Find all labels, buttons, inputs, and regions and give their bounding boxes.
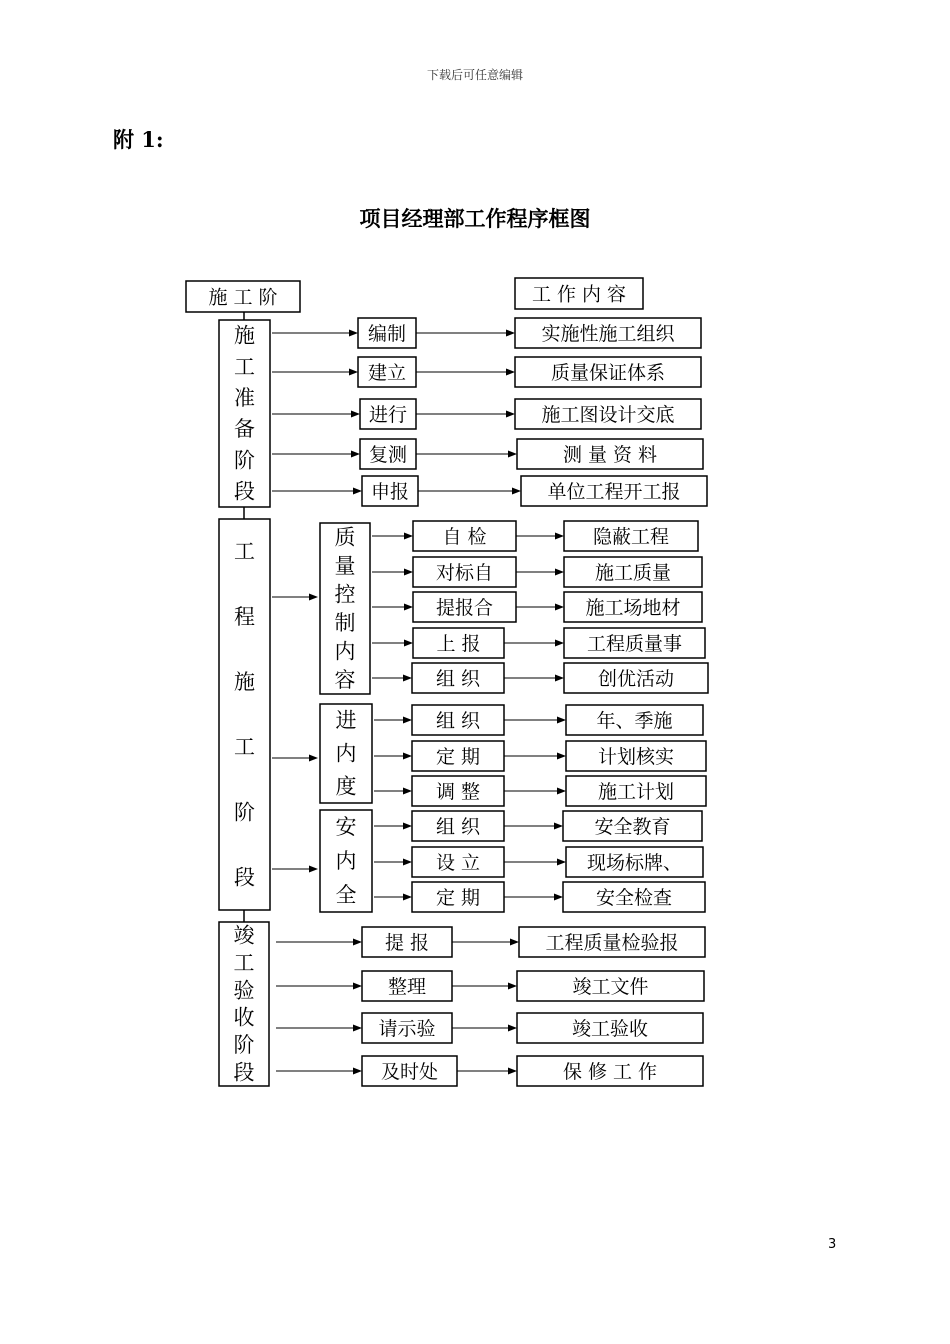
accept-result-label: 竣工文件	[572, 976, 649, 998]
construct-group-label: 内	[335, 741, 357, 766]
construct-action-label: 组 织	[435, 710, 481, 732]
prep-arrow-in-head	[351, 451, 360, 458]
prep-arrow-in-head	[351, 411, 360, 418]
prep-arrow-in-head	[349, 369, 358, 376]
construct-result-label: 安全检查	[595, 887, 673, 909]
construct-group-label: 进	[335, 708, 357, 733]
construct-group-label: 量	[334, 553, 356, 578]
construct-stage-label: 段	[234, 865, 255, 890]
construct-group-arrow-head	[309, 594, 318, 601]
prep-stage-label: 施	[234, 323, 255, 348]
prep-arrow-out-head	[506, 369, 515, 376]
construct-result-label: 隐蔽工程	[592, 526, 670, 548]
construct-stage-label: 施	[234, 669, 255, 694]
prep-stage-label: 段	[234, 479, 255, 504]
prep-result-label: 质量保证体系	[550, 362, 666, 384]
construct-arrow-in-head	[404, 640, 413, 647]
construct-group-label: 质	[334, 525, 356, 550]
construct-action-label: 设 立	[435, 852, 481, 874]
prep-stage-label: 备	[234, 417, 255, 442]
construct-arrow-in-head	[403, 675, 412, 682]
construct-group-label: 控	[334, 582, 356, 607]
prep-arrow-out-head	[506, 411, 515, 418]
accept-stage-label: 阶	[233, 1033, 255, 1057]
prep-arrow-out-head	[506, 330, 515, 337]
construct-arrow-in-head	[404, 569, 413, 576]
construct-result-label: 计划核实	[597, 746, 675, 768]
construct-group-label: 度	[335, 774, 357, 799]
construct-arrow-out-head	[557, 859, 566, 866]
attachment-label: 附 1:	[113, 127, 164, 152]
prep-result-label: 单位工程开工报	[547, 481, 681, 503]
construct-action-label: 定 期	[435, 746, 481, 768]
construct-arrow-out-head	[555, 569, 564, 576]
accept-arrow-in-head	[353, 1068, 362, 1075]
construct-action-label: 提报合	[435, 597, 494, 619]
construct-result-label: 创优活动	[597, 668, 675, 690]
prep-stage-label: 工	[234, 354, 255, 379]
accept-stage-label: 段	[233, 1060, 255, 1085]
construct-arrow-out-head	[557, 717, 566, 724]
accept-result-label: 工程质量检验报	[545, 932, 679, 954]
construct-stage-label: 程	[234, 604, 255, 629]
construct-action-label: 组 织	[435, 668, 481, 690]
construct-arrow-out-head	[555, 640, 564, 647]
accept-arrow-out-head	[508, 983, 517, 990]
construct-arrow-out-head	[555, 604, 564, 611]
construct-arrow-out-head	[554, 894, 563, 901]
accept-stage-label: 验	[233, 978, 255, 1003]
prep-result-label: 测 量 资 料	[562, 444, 658, 466]
prep-action-label: 复测	[368, 444, 408, 466]
prep-result-label: 实施性施工组织	[541, 323, 675, 345]
prep-action-label: 进行	[368, 404, 408, 426]
construct-action-label: 组 织	[435, 816, 481, 838]
construct-arrow-in-head	[403, 859, 412, 866]
prep-arrow-in-head	[353, 488, 362, 495]
prep-arrow-out-head	[508, 451, 517, 458]
accept-result-label: 竣工验收	[571, 1018, 649, 1040]
content-header-label: 工 作 内 容	[531, 283, 627, 306]
prep-arrow-out-head	[512, 488, 521, 495]
construct-result-label: 安全教育	[594, 816, 671, 838]
prep-action-label: 编制	[367, 323, 407, 345]
construct-arrow-in-head	[403, 717, 412, 724]
diagram-title: 项目经理部工作程序框图	[359, 207, 591, 231]
accept-result-label: 保 修 工 作	[562, 1061, 658, 1083]
prep-action-label: 建立	[367, 362, 407, 384]
construct-group-label: 全	[335, 883, 357, 907]
prep-arrow-in-head	[349, 330, 358, 337]
prep-stage-label: 阶	[234, 448, 255, 473]
construct-stage-label: 工	[234, 539, 255, 564]
construct-arrow-in-head	[403, 894, 412, 901]
construct-group-label: 内	[335, 849, 357, 873]
construct-result-label: 施工质量	[594, 562, 672, 584]
page-number: 3	[828, 1237, 837, 1252]
construct-result-label: 工程质量事	[586, 633, 683, 655]
accept-stage-label: 收	[233, 1005, 255, 1030]
accept-arrow-in-head	[353, 1025, 362, 1032]
construct-action-label: 对标自	[435, 562, 494, 584]
accept-action-label: 及时处	[380, 1061, 439, 1083]
construct-group-arrow-head	[309, 866, 318, 873]
construct-arrow-out-head	[554, 823, 563, 830]
prep-action-label: 申报	[370, 481, 410, 503]
accept-stage-label: 竣	[233, 923, 255, 948]
accept-action-label: 请示验	[378, 1018, 436, 1040]
construct-action-label: 自 检	[442, 526, 487, 548]
accept-arrow-out-head	[508, 1025, 517, 1032]
accept-stage-label: 工	[233, 951, 255, 975]
construct-group-label: 安	[335, 815, 357, 839]
construct-group-label: 容	[334, 667, 356, 692]
construct-action-label: 定 期	[435, 887, 481, 909]
accept-action-label: 整理	[387, 976, 427, 998]
construct-action-label: 调 整	[435, 781, 481, 803]
accept-arrow-out-head	[508, 1068, 517, 1075]
stage-header-label: 施 工 阶	[208, 286, 278, 309]
construct-result-label: 现场标牌、	[586, 852, 683, 874]
construct-group-label: 内	[334, 639, 356, 664]
construct-arrow-out-head	[555, 533, 564, 540]
page-header: 下载后可任意编辑	[426, 68, 523, 82]
construct-result-label: 施工计划	[597, 781, 675, 803]
construct-stage-box	[219, 519, 270, 910]
prep-result-label: 施工图设计交底	[541, 404, 675, 426]
construct-group-label: 制	[334, 610, 356, 635]
construct-arrow-in-head	[403, 823, 412, 830]
construct-arrow-in-head	[403, 753, 412, 760]
construct-arrow-out-head	[557, 788, 566, 795]
construct-result-label: 施工场地材	[585, 597, 681, 619]
construct-arrow-in-head	[404, 533, 413, 540]
construct-arrow-out-head	[555, 675, 564, 682]
construct-group-arrow-head	[309, 755, 318, 762]
construct-action-label: 上 报	[436, 633, 481, 655]
construct-result-label: 年、季施	[596, 710, 673, 732]
construct-arrow-in-head	[403, 788, 412, 795]
prep-stage-label: 准	[234, 385, 255, 410]
accept-arrow-in-head	[353, 983, 362, 990]
construct-stage-label: 工	[234, 735, 255, 760]
construct-arrow-in-head	[404, 604, 413, 611]
accept-action-label: 提 报	[384, 932, 430, 954]
construct-arrow-out-head	[557, 753, 566, 760]
construct-stage-label: 阶	[234, 800, 255, 825]
accept-arrow-in-head	[353, 939, 362, 946]
accept-arrow-out-head	[510, 939, 519, 946]
